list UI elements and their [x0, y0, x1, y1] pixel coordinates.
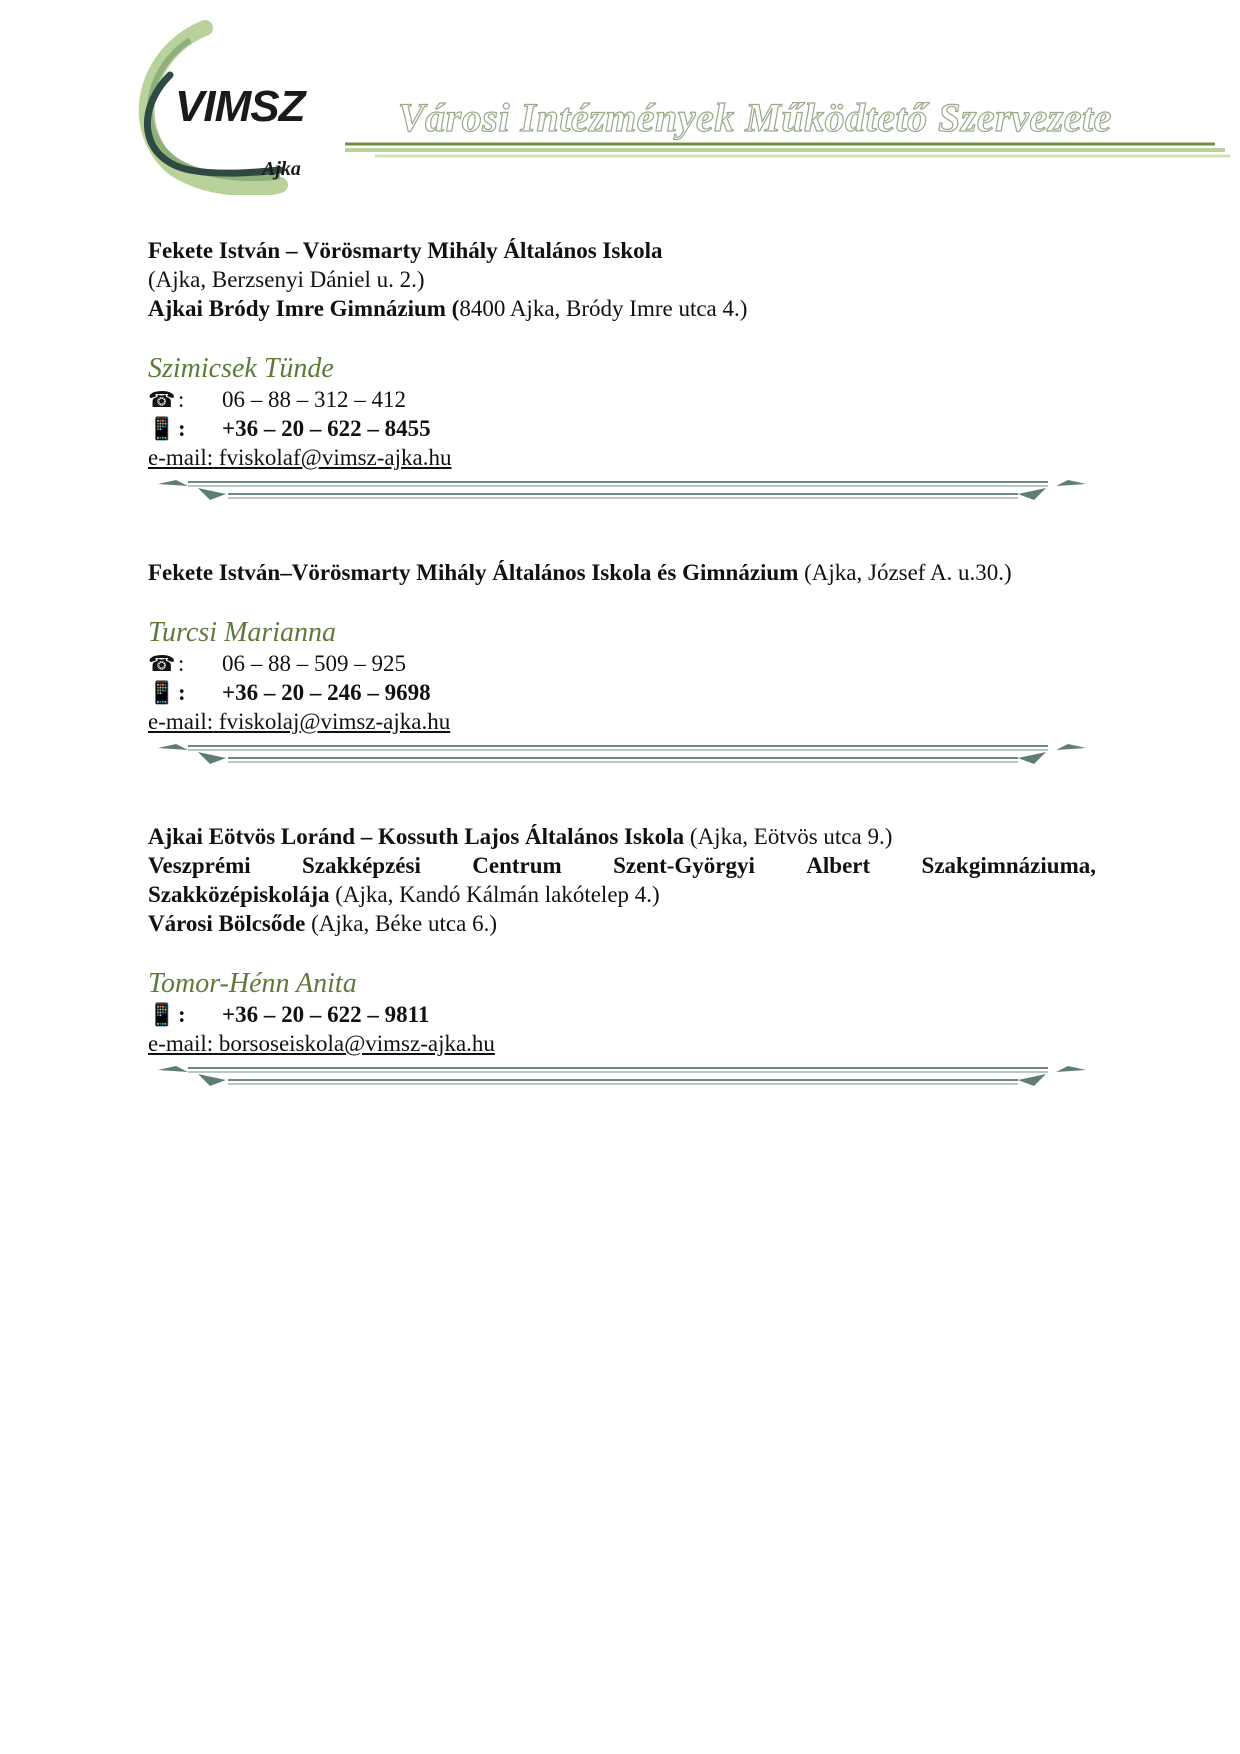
institution-address: (Ajka, Eötvös utca 9.) [684, 824, 893, 849]
contact-section [148, 558, 1096, 770]
mobile-number: +36 – 20 – 246 – 9698 [222, 680, 431, 705]
phone-line [148, 385, 1096, 414]
email-link[interactable] [148, 1029, 1096, 1058]
institution-address: (Ajka, Béke utca 6.) [305, 911, 497, 936]
letterhead [130, 20, 1120, 195]
word: Albert [806, 853, 871, 878]
email-label: e-mail: [148, 709, 214, 734]
email-address: borsoseiskola@vimsz-ajka.hu [218, 1031, 495, 1056]
email-address: fviskolaf@vimsz-ajka.hu [218, 445, 452, 470]
telephone-icon: ☎ [148, 387, 176, 412]
institution-address: 8400 Ajka, Bródy Imre utca 4.) [459, 296, 748, 321]
word: Veszprémi [148, 853, 251, 878]
institution-line [148, 880, 1096, 909]
ornamental-divider [148, 474, 1096, 506]
email-label: e-mail: [148, 1031, 214, 1056]
institution-name: Szakközépiskolája [148, 882, 330, 907]
institution-name: Ajkai Bródy Imre Gimnázium ( [148, 296, 460, 321]
mobile-line [148, 414, 1096, 443]
contact-person: Szimicsek Tünde [148, 353, 334, 384]
word: Centrum [472, 853, 562, 878]
logo-subtitle: Ajka [262, 158, 301, 180]
institution-name: Ajkai Eötvös Loránd – Kossuth Lajos Általános Iskola [148, 824, 685, 849]
contact-person: Turcsi Marianna [148, 617, 336, 648]
contact-person: Tomor-Hénn Anita [148, 968, 357, 999]
contact-section [148, 822, 1096, 1092]
institution-address: (Ajka, Kandó Kálmán lakótelep 4.) [329, 882, 660, 907]
institution-line [148, 294, 1096, 323]
colon: : [178, 1002, 186, 1027]
institution-name: Fekete István – Vörösmarty Mihály Általános Iskola [148, 238, 663, 263]
email-link[interactable] [148, 707, 1096, 736]
colon: : [178, 387, 185, 412]
word: Szent-Györgyi [613, 853, 755, 878]
mobile-number: +36 – 20 – 622 – 9811 [222, 1002, 430, 1027]
mobile-number: +36 – 20 – 622 – 8455 [222, 416, 431, 441]
spacer [148, 506, 1096, 558]
telephone-icon: ☎ [148, 651, 176, 676]
email-address: fviskolaj@vimsz-ajka.hu [218, 709, 451, 734]
colon: : [178, 680, 186, 705]
spacer [148, 770, 1096, 822]
mobile-phone-icon: 📱 [148, 1002, 176, 1027]
colon: : [178, 416, 186, 441]
institution-line [148, 558, 1096, 587]
mobile-line [148, 678, 1096, 707]
logo-text: VIMSZ [175, 82, 305, 131]
word: Szakgimnáziuma, [921, 853, 1096, 878]
mobile-phone-icon: 📱 [148, 416, 176, 441]
ornamental-divider [148, 738, 1096, 770]
institution-name: Városi Bölcsőde [148, 911, 306, 936]
header-underline [345, 134, 1235, 174]
institution-address: (Ajka, Berzsenyi Dániel u. 2.) [148, 267, 425, 292]
word: Szakképzési [302, 853, 421, 878]
phone-line [148, 649, 1096, 678]
institution-name-justified [148, 851, 1096, 880]
institution-line [148, 822, 1096, 851]
phone-number: 06 – 88 – 509 – 925 [222, 651, 406, 676]
phone-number: 06 – 88 – 312 – 412 [222, 387, 406, 412]
ornamental-divider [148, 1060, 1096, 1092]
colon: : [178, 651, 185, 676]
institution-line [148, 909, 1096, 938]
contact-list [148, 236, 1096, 1092]
mobile-phone-icon: 📱 [148, 680, 176, 705]
institution-address: (Ajka, József A. u.30.) [798, 560, 1012, 585]
mobile-line [148, 1000, 1096, 1029]
email-link[interactable] [148, 443, 1096, 472]
institution-name: Fekete István–Vörösmarty Mihály Általános Iskola és Gimnázium [148, 560, 799, 585]
email-label: e-mail: [148, 445, 214, 470]
contact-section [148, 236, 1096, 506]
organization-title: Városi Intézmények Működtető Szervezete [398, 95, 1112, 140]
